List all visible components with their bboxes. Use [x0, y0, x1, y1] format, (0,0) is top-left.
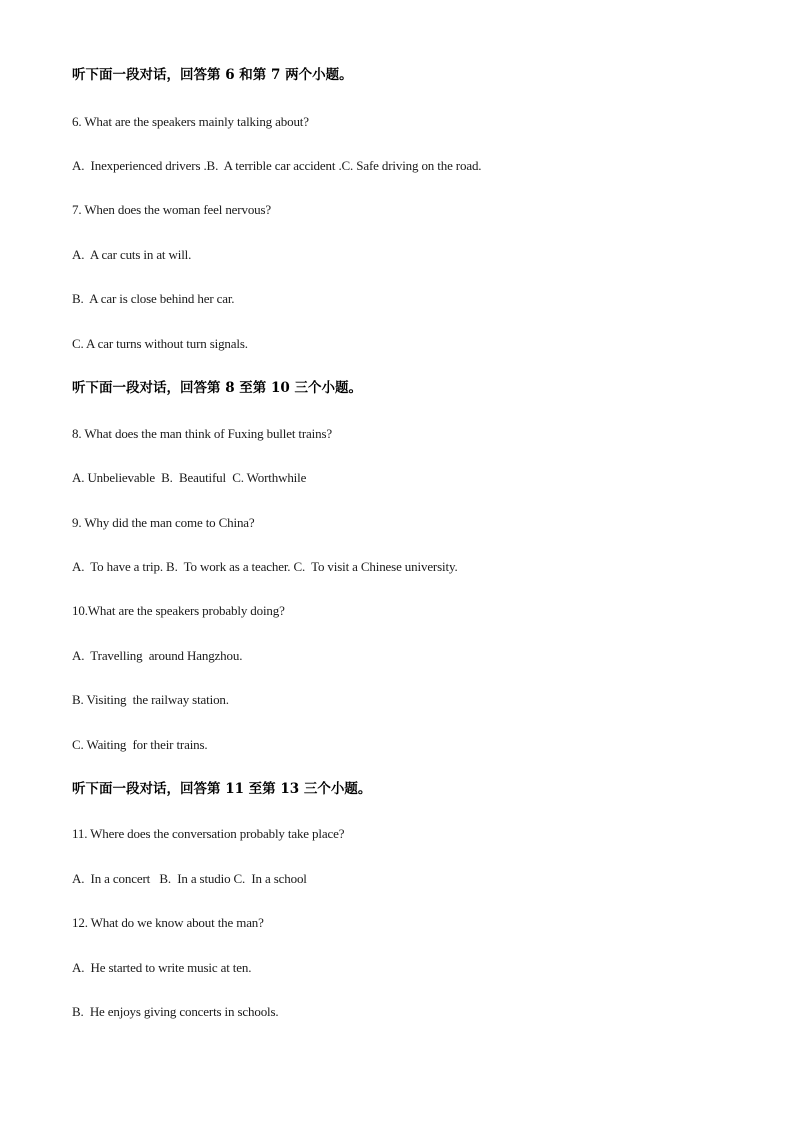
question-6: 6. What are the speakers mainly talking about?	[72, 114, 309, 129]
question-8: 8. What does the man think of Fuxing bullet trains?	[72, 426, 333, 441]
question-10-option-c: C. Waiting for their trains.	[72, 737, 208, 752]
question-11: 11. Where does the conversation probably take place?	[72, 826, 345, 841]
question-10-option-a: A. Travelling around Hangzhou.	[72, 648, 243, 663]
question-12: 12. What do we know about the man?	[72, 915, 264, 930]
question-7-option-b: B. A car is close behind her car.	[72, 291, 235, 306]
section-heading-q11-q13: 听下面一段对话，回答第 11 至第 13 三个小题。	[72, 781, 372, 797]
question-9: 9. Why did the man come to China?	[72, 515, 255, 530]
question-9-options: A. To have a trip. B. To work as a teacher. C. To visit a Chinese university.	[72, 559, 458, 574]
question-6-options: A. Inexperienced drivers .B. A terrible car accident .C. Safe driving on the road.	[72, 158, 482, 173]
question-7: 7. When does the woman feel nervous?	[72, 202, 272, 217]
question-7-option-c: C. A car turns without turn signals.	[72, 336, 248, 351]
question-10: 10.What are the speakers probably doing?	[72, 603, 285, 618]
question-12-option-b: B. He enjoys giving concerts in schools.	[72, 1004, 279, 1019]
question-11-options: A. In a concert B. In a studio C. In a school	[72, 871, 307, 886]
question-12-option-a: A. He started to write music at ten.	[72, 960, 252, 975]
question-8-options: A. Unbelievable B. Beautiful C. Worthwhile	[72, 470, 307, 485]
section-heading-q8-q10: 听下面一段对话，回答第 8 至第 10 三个小题。	[72, 380, 362, 396]
question-7-option-a: A. A car cuts in at will.	[72, 247, 192, 262]
section-heading-q6-q7: 听下面一段对话，回答第 6 和第 7 两个小题。	[72, 67, 353, 83]
question-10-option-b: B. Visiting the railway station.	[72, 692, 229, 707]
